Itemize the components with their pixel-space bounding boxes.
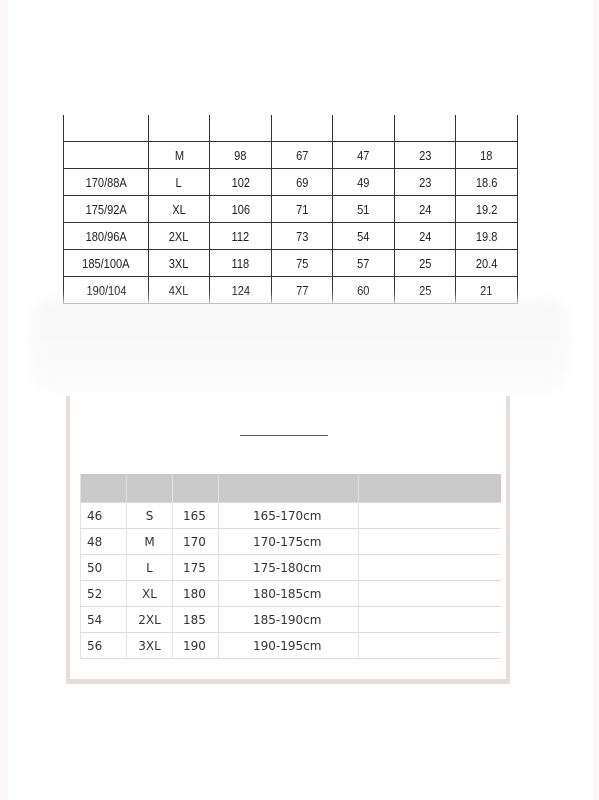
table-cell: XL [127,581,173,607]
cell-text: 69 [295,174,309,190]
cell-text: 60 [357,282,370,298]
cell-text: 4XL [169,282,189,298]
cell-text: 98 [234,147,247,163]
cell-text: 49 [357,174,370,190]
cell-text: 71 [295,201,309,217]
cell-text: 54 [357,228,370,244]
table-cell [333,223,395,250]
table-cell [333,169,395,196]
table-cell [272,142,333,169]
table-cell [272,115,333,142]
header-cell [81,474,127,503]
cell-text: 25 [418,255,432,271]
cell-text: 47 [357,147,370,163]
cell-text: 118 [231,255,250,271]
table-cell [395,169,456,196]
table-cell-empty [359,607,501,633]
table-cell: 48 [81,529,127,555]
table-cell [210,196,272,223]
table-cell [64,196,149,223]
table-cell [456,169,518,196]
cell-text: 77 [295,282,309,298]
table-cell: 3XL [127,633,173,659]
cell-text: 102 [231,174,250,190]
table-cell [210,142,272,169]
size-table-eu [80,474,501,659]
cell-text: 18 [480,147,493,163]
size-chart-card [66,396,510,684]
table-cell [149,142,210,169]
table-cell [333,250,395,277]
table-cell: 50 [81,555,127,581]
table-cell: 180-185cm [219,581,359,607]
cell-text: 190/104 [86,282,126,298]
table-cell [333,196,395,223]
table-cell: 175-180cm [219,555,359,581]
table-cell [272,169,333,196]
table-cell: S [127,503,173,529]
table-cell [149,115,210,142]
cell-text: 25 [418,282,432,298]
table-cell [395,115,456,142]
cell-text: 2XL [169,228,189,244]
table-cell [64,250,149,277]
cell-text: 18.6 [475,174,498,190]
page-edge-right [593,0,599,800]
cell-text: 124 [231,282,250,298]
table-cell: 165 [173,503,219,529]
table-row [81,607,501,633]
table-cell [149,169,210,196]
cell-text: 106 [231,201,250,217]
table-cell [456,115,518,142]
cell-text: 24 [418,228,432,244]
cell-text: 67 [295,147,309,163]
faded-area [30,300,570,390]
table-cell [272,196,333,223]
table-cell-empty [359,633,501,659]
table-cell: 185 [173,607,219,633]
cell-text: 73 [295,228,309,244]
table-row [81,503,501,529]
table-cell [149,250,210,277]
cell-text: 175/92A [85,201,127,217]
cell-text: 24 [418,201,432,217]
table-cell: 185-190cm [219,607,359,633]
table-row [64,223,518,250]
table-header-row [81,474,501,503]
table-cell [149,223,210,250]
table-cell: 190 [173,633,219,659]
table-cell-empty [359,581,501,607]
cell-text: 112 [231,228,250,244]
cell-text: 170/88A [85,174,127,190]
table-cell: M [127,529,173,555]
table-cell [395,250,456,277]
cell-text: 57 [357,255,370,271]
table-cell: 170 [173,529,219,555]
table-cell: 56 [81,633,127,659]
table-cell: 165-170cm [219,503,359,529]
table-row [81,633,501,659]
table-row [64,169,518,196]
table-cell [210,250,272,277]
table-cell [64,142,149,169]
table-row [81,581,501,607]
table-cell [456,223,518,250]
page-edge-left [0,0,8,800]
cell-text: 185/100A [82,255,130,271]
table-row-stub [64,115,518,142]
cell-text: 20.4 [475,255,498,271]
table-cell [456,250,518,277]
table-row [81,555,501,581]
table-cell [272,250,333,277]
table-cell [333,142,395,169]
table-cell [64,115,149,142]
cell-text: XL [172,201,186,217]
table-cell: 46 [81,503,127,529]
cell-text: 23 [418,174,432,190]
table-cell: 54 [81,607,127,633]
cell-text: 19.8 [475,228,498,244]
header-cell [173,474,219,503]
size-chart-top [63,115,517,304]
table-cell [456,196,518,223]
table-row [64,196,518,223]
header-cell [219,474,359,503]
table-cell [272,223,333,250]
table-cell [210,223,272,250]
table-cell: 180 [173,581,219,607]
table-cell [210,169,272,196]
table-cell [395,223,456,250]
table-cell [395,142,456,169]
table-cell [456,142,518,169]
size-table-measurements [63,115,518,304]
table-cell: 2XL [127,607,173,633]
table-cell [64,169,149,196]
table-row [81,529,501,555]
table-cell [149,196,210,223]
table-cell [64,223,149,250]
cell-text: 3XL [169,255,189,271]
table-cell [395,196,456,223]
table-cell: L [127,555,173,581]
table-cell-empty [359,555,501,581]
table-cell-empty [359,529,501,555]
table-cell: 170-175cm [219,529,359,555]
title-underline [240,435,328,436]
table-row [64,250,518,277]
cell-text: 23 [418,147,432,163]
table-cell: 52 [81,581,127,607]
table-cell [333,115,395,142]
table-cell: 190-195cm [219,633,359,659]
cell-text: 21 [480,282,493,298]
table-row [64,142,518,169]
cell-text: 19.2 [475,201,498,217]
cell-text: 180/96A [85,228,127,244]
cell-text: 75 [295,255,309,271]
table-cell [210,115,272,142]
table-cell-empty [359,503,501,529]
header-cell [127,474,173,503]
header-cell [359,474,501,503]
cell-text: L [175,174,183,190]
table-cell: 175 [173,555,219,581]
cell-text: 51 [357,201,370,217]
cell-text: M [174,147,184,163]
